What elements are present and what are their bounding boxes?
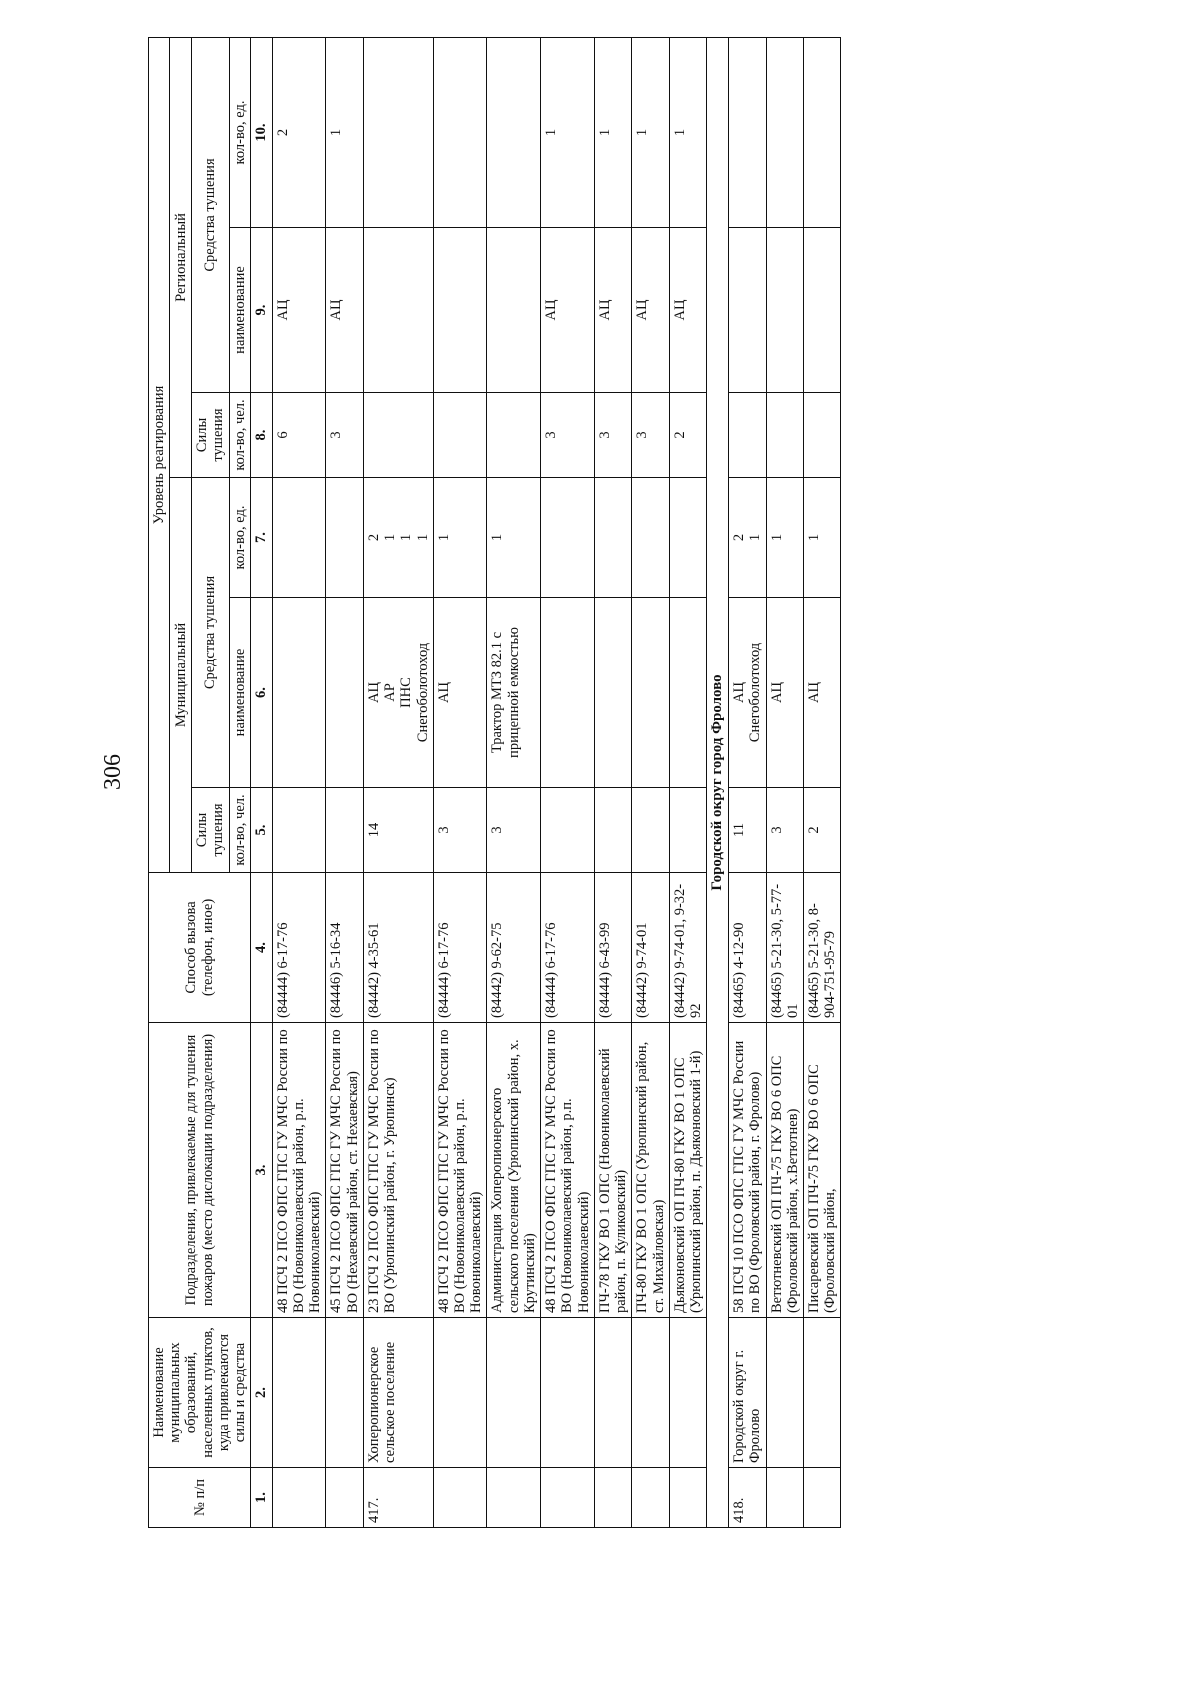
table-cell xyxy=(669,788,706,873)
table-cell xyxy=(487,37,541,227)
table-cell xyxy=(541,598,595,788)
header-forces-regional: Силы тушения xyxy=(191,393,229,478)
table-cell: 1 xyxy=(766,478,803,598)
header-name: наименование xyxy=(229,228,251,393)
table-cell xyxy=(487,1318,541,1468)
table-cell: 1 xyxy=(669,37,706,227)
table-cell: 2 1 1 1 xyxy=(363,478,433,598)
table-cell xyxy=(632,1318,669,1468)
table-cell: (84444) 6-17-76 xyxy=(541,873,595,1023)
header-response-level: Уровень реагирования xyxy=(149,37,170,872)
table-cell: (84442) 9-62-75 xyxy=(487,873,541,1023)
header-count-units: кол-во, ед. xyxy=(229,478,251,598)
table-cell: Писаревский ОП ПЧ-75 ГКУ ВО 6 ОПС (Фроловский район, xyxy=(804,1023,841,1318)
table-cell: (84442) 9-74-01 xyxy=(632,873,669,1023)
table-cell: Администрация Хоперопионерского сельского поселения (Урюпинский район, х. Крутинский) xyxy=(487,1023,541,1318)
table-cell xyxy=(594,1468,631,1528)
table-cell: 3 xyxy=(541,393,595,478)
table-cell xyxy=(632,1468,669,1528)
header-means-municipal: Средства тушения xyxy=(191,478,229,788)
table-cell: 3 xyxy=(433,788,487,873)
table-cell xyxy=(272,1318,326,1468)
table-cell: 2 xyxy=(272,37,326,227)
table-cell: АЦ xyxy=(804,598,841,788)
table-row xyxy=(363,37,433,1527)
table-cell xyxy=(804,37,841,227)
table-cell: (84444) 6-17-76 xyxy=(433,873,487,1023)
table-cell xyxy=(632,788,669,873)
table-cell xyxy=(541,1468,595,1528)
table-cell: 3 xyxy=(632,393,669,478)
table-cell: АЦ xyxy=(272,228,326,393)
table-cell: (84444) 6-43-99 xyxy=(594,873,631,1023)
table-cell xyxy=(804,1318,841,1468)
table-cell xyxy=(594,478,631,598)
table-cell xyxy=(632,598,669,788)
table-cell: (84465) 5-21-30, 5-77-01 xyxy=(766,873,803,1023)
table-cell: 3 xyxy=(326,393,363,478)
table-cell xyxy=(729,393,766,478)
header-col-units: Подразделения, привлекаемые для тушения пожаров (место дислокации подразделения) xyxy=(149,1023,251,1318)
header-col-municipality: Наименование муниципальных образований, населенных пунктов, куда привлекаются силы и средства xyxy=(149,1318,251,1468)
table-cell xyxy=(804,393,841,478)
table-cell: 2 xyxy=(669,393,706,478)
table-cell: АЦ xyxy=(433,598,487,788)
table-cell xyxy=(433,37,487,227)
header-count-people: кол-во, чел. xyxy=(229,788,251,873)
page-number: 306 xyxy=(100,754,126,790)
table-row xyxy=(669,37,706,1527)
table-cell: 14 xyxy=(363,788,433,873)
table-cell xyxy=(433,1468,487,1528)
table-cell xyxy=(363,393,433,478)
table-cell: АЦ АР ПНС Снегоболотоход xyxy=(363,598,433,788)
table-cell xyxy=(729,228,766,393)
table-cell: ПЧ-78 ГКУ ВО 1 ОПС (Новониколаевский район, п. Куликовский) xyxy=(594,1023,631,1318)
table-row xyxy=(487,37,541,1527)
table-cell xyxy=(804,1468,841,1528)
table-cell: 417. xyxy=(363,1468,433,1528)
header-municipal: Муниципальный xyxy=(170,478,191,873)
table-cell: 1 xyxy=(541,37,595,227)
table-cell xyxy=(669,1468,706,1528)
header-regional: Региональный xyxy=(170,37,191,477)
col-number: 3. xyxy=(251,1023,272,1318)
table-cell: (84465) 4-12-90 xyxy=(729,873,766,1023)
table-cell xyxy=(272,1468,326,1528)
table-cell: 1 xyxy=(433,478,487,598)
table-row xyxy=(326,37,363,1527)
table-cell xyxy=(487,393,541,478)
table-cell xyxy=(669,478,706,598)
table-cell: 418. xyxy=(729,1468,766,1528)
table-cell: 1 xyxy=(632,37,669,227)
table-row xyxy=(632,37,669,1527)
header-forces-municipal: Силы тушения xyxy=(191,788,229,873)
table-cell xyxy=(766,37,803,227)
table-row xyxy=(594,37,631,1527)
table-cell xyxy=(487,1468,541,1528)
table-cell xyxy=(272,478,326,598)
table-cell: АЦ xyxy=(766,598,803,788)
table-cell: 23 ПСЧ 2 ПСО ФПС ГПС ГУ МЧС России по ВО (Урюпинский район, г. Урюпинск) xyxy=(363,1023,433,1318)
header-name: наименование xyxy=(229,598,251,788)
table-cell xyxy=(594,598,631,788)
table-cell: 3 xyxy=(594,393,631,478)
table-cell: 11 xyxy=(729,788,766,873)
col-number: 9. xyxy=(251,228,272,393)
table-cell: Дьяконовский ОП ПЧ-80 ГКУ ВО 1 ОПС (Урюпинский район, п. Дьяконовский 1-й) xyxy=(669,1023,706,1318)
table-cell: Ветютневский ОП ПЧ-75 ГКУ ВО 6 ОПС (Фроловский район, х.Ветютнев) xyxy=(766,1023,803,1318)
table-cell xyxy=(766,393,803,478)
table-cell: 2 1 xyxy=(729,478,766,598)
table-cell xyxy=(804,228,841,393)
table-cell: 48 ПСЧ 2 ПСО ФПС ГПС ГУ МЧС России по ВО (Новониколаевский район, р.п. Новониколаевский) xyxy=(272,1023,326,1318)
table-cell: АЦ xyxy=(632,228,669,393)
table-cell: 48 ПСЧ 2 ПСО ФПС ГПС ГУ МЧС России по ВО (Новониколаевский район, р.п. Новониколаевский) xyxy=(541,1023,595,1318)
table-cell xyxy=(326,478,363,598)
table-cell: 3 xyxy=(487,788,541,873)
table-row xyxy=(433,37,487,1527)
table-cell: 1 xyxy=(326,37,363,227)
table-cell: Хоперопионерское сельское поселение xyxy=(363,1318,433,1468)
table-cell: 3 xyxy=(766,788,803,873)
col-number: 4. xyxy=(251,873,272,1023)
col-number: 8. xyxy=(251,393,272,478)
table-cell xyxy=(326,598,363,788)
table-cell xyxy=(272,788,326,873)
table-cell xyxy=(433,393,487,478)
table-row xyxy=(541,37,595,1527)
table-cell: АЦ xyxy=(541,228,595,393)
header-col-number: № п/п xyxy=(149,1468,251,1528)
table-cell xyxy=(326,1318,363,1468)
header-count-people: кол-во, чел. xyxy=(229,393,251,478)
header-count-units: кол-во, ед. xyxy=(229,37,251,227)
table-cell: 48 ПСЧ 2 ПСО ФПС ГПС ГУ МЧС России по ВО (Новониколаевский район, р.п. Новониколаевский) xyxy=(433,1023,487,1318)
table-cell: АЦ Снегоболотоход xyxy=(729,598,766,788)
table-cell xyxy=(326,788,363,873)
table-cell: 45 ПСЧ 2 ПСО ФПС ГПС ГУ МЧС России по ВО (Нехаевский район, ст. Нехаевская) xyxy=(326,1023,363,1318)
table-cell: АЦ xyxy=(594,228,631,393)
header-col-call-method: Способ вызова (телефон, иное) xyxy=(149,873,251,1023)
table-cell: 58 ПСЧ 10 ПСО ФПС ГПС ГУ МЧС России по ВО (Фроловский район, г. Фролово) xyxy=(729,1023,766,1318)
col-number: 1. xyxy=(251,1468,272,1528)
table-cell xyxy=(594,1318,631,1468)
table-cell xyxy=(541,788,595,873)
table-cell: (84465) 5-21-30, 8-904-751-95-79 xyxy=(804,873,841,1023)
table-cell xyxy=(433,1318,487,1468)
table-row xyxy=(272,37,326,1527)
table-cell: 1 xyxy=(804,478,841,598)
header-means-regional: Средства тушения xyxy=(191,37,229,392)
table-cell xyxy=(487,228,541,393)
table-row xyxy=(729,37,766,1527)
table-cell: АЦ xyxy=(669,228,706,393)
table-cell: 2 xyxy=(804,788,841,873)
table-cell: (84442) 9-74-01, 9-32-92 xyxy=(669,873,706,1023)
table-cell: АЦ xyxy=(326,228,363,393)
table-cell: ПЧ-80 ГКУ ВО 1 ОПС (Урюпинский район, ст. Михайловская) xyxy=(632,1023,669,1318)
col-number: 6. xyxy=(251,598,272,788)
table-cell: (84442) 4-35-61 xyxy=(363,873,433,1023)
table-cell xyxy=(766,1318,803,1468)
rotated-table-container xyxy=(148,38,841,1528)
table-cell xyxy=(669,1318,706,1468)
table-cell xyxy=(541,478,595,598)
table-row xyxy=(766,37,803,1527)
table-cell xyxy=(766,1468,803,1528)
fire-forces-table xyxy=(148,37,841,1528)
table-cell xyxy=(433,228,487,393)
col-number: 2. xyxy=(251,1318,272,1468)
table-cell xyxy=(729,37,766,227)
table-cell: 1 xyxy=(594,37,631,227)
table-cell xyxy=(594,788,631,873)
col-number: 10. xyxy=(251,37,272,227)
table-row xyxy=(804,37,841,1527)
table-cell xyxy=(632,478,669,598)
table-cell xyxy=(363,228,433,393)
table-cell: (84444) 6-17-76 xyxy=(272,873,326,1023)
table-cell: 1 xyxy=(487,478,541,598)
table-cell xyxy=(272,598,326,788)
col-number: 7. xyxy=(251,478,272,598)
col-number: 5. xyxy=(251,788,272,873)
table-cell: Трактор МТЗ 82.1 с прицепной емкостью xyxy=(487,598,541,788)
section-title: Городской округ город Фролово xyxy=(707,37,729,1527)
table-cell: (84446) 5-16-34 xyxy=(326,873,363,1023)
table-cell xyxy=(766,228,803,393)
table-cell xyxy=(326,1468,363,1528)
table-cell xyxy=(363,37,433,227)
table-cell xyxy=(669,598,706,788)
table-cell: 6 xyxy=(272,393,326,478)
table-cell xyxy=(541,1318,595,1468)
table-cell: Городской округ г. Фролово xyxy=(729,1318,766,1468)
